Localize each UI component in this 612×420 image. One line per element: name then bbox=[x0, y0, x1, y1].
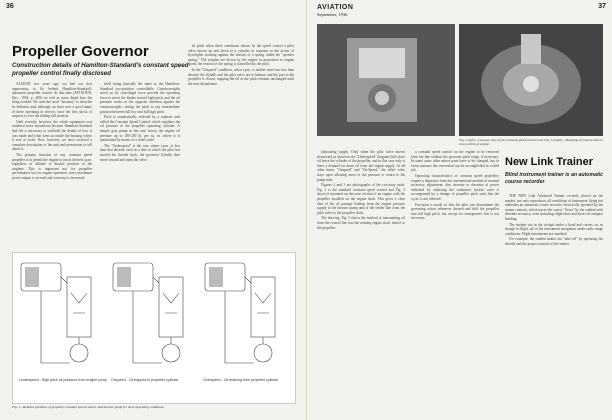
left-page-number: 36 bbox=[6, 3, 14, 10]
right-page bbox=[306, 0, 612, 420]
right-page-number: 37 bbox=[598, 3, 606, 10]
photo-caption: Fig. 2 (left)—Cutaway view of the constant speed control unit. Fig. 3 (right)—Mounting of control unit on nose section of engine. bbox=[459, 138, 603, 147]
diagram-label-onspeed: Onspeed - Oil trapped in propeller cylinder bbox=[111, 378, 179, 382]
paragraph: Provision is made so that the pilot can discontinue the governing action whenever desired and shift the propeller into full high pitch, but except for emergencies this is not necessary. bbox=[411, 202, 499, 221]
section-deck: Blind instrument trainer is an automatic course recorder bbox=[505, 172, 604, 185]
paragraph: For example, the student makes his "take-off" by operating the throttle and the proper controls of the trainer. bbox=[505, 237, 603, 246]
paragraph: a constant speed control on the engine to be removed from the line without the governor pitch range, if necessary. In some cases other minor parts have to be changed, but in every instance the conversion can be accomplished as a field job. bbox=[411, 150, 499, 173]
paragraph: Figures 2 and 3 are photographs of the cut-away units. Fig. 2 is the standard constant speed control and Fig. 3 shows it mounted on the nose section of an engine with the propeller installed on the engine shaft. This gives a clear idea of the oil passage leading from the engine pressure supply to the booster pump and of the feeder line from the pilot valve to the propeller shaft. bbox=[317, 183, 405, 215]
magazine-brand: AVIATION bbox=[317, 4, 354, 11]
paragraph: In the "Onspeed" condition, when r.p.m. is neither more nor less than desired, the flyballs and the pilot valve are in balance and the port to the propeller is closed, trapping the oil so the pitch remains unchanged until the next disturbance. bbox=[188, 67, 294, 86]
article-deck: Construction details of Hamilton-Standard's constant speed propeller control finally disclosed bbox=[12, 62, 189, 77]
right-column-1 bbox=[317, 150, 405, 412]
engine-mount-photo bbox=[459, 24, 603, 136]
diagram-label-underspeed: Underspeed - High pitch oil pressure from engine pump bbox=[19, 378, 108, 382]
left-column-3 bbox=[188, 44, 294, 246]
section-title: New Link Trainer bbox=[505, 156, 594, 168]
paragraph: itself being basically the same as the Hamilton-Standard two-position controllable. Counterweights acted on by centrifugal force provide the operating force to move the blades toward high pitch, and the oil pressure works in the opposite direction against the counterweights, setting the pitch to any intermediate position between full low and full high pitch. bbox=[100, 82, 180, 114]
engine-mount-photo-art bbox=[459, 24, 603, 136]
paragraph: ALMOST two years ago, we had our first opportunity to fly behind Hamilton-Standard's automatic propeller control. At that time (AVIATION, Dec., 1934, p. 400) we told in some detail how the thing worked. We used the word "uncanny" to describe its behavior and, although we have now a good many of these operating in service, once the first shock of surprise is over the feeling still persists. bbox=[12, 82, 92, 119]
paragraph: THE NEW Link Advanced Trainer, recently placed on the market, not only reproduces all conditions of instrument flying but embodies an automatic course recorder, electrically operated by the trainer controls, which traces the course "flown" by the student with absolute accuracy, even including slight turns and errors in compass heading. bbox=[505, 194, 603, 221]
cutaway-photo bbox=[317, 24, 455, 136]
article-title: Propeller Governor bbox=[12, 43, 149, 60]
paragraph: be pitch when these conditions obtain. In the speed control a pilot valve moves up and down in a cylinder in response to the action of flyweights working against the tension of a spring called the "speeder spring." The weights are driven by the engine in proportion to engine speed, the tension of the spring is controlled by the pilot. bbox=[188, 44, 294, 67]
right-column-2 bbox=[411, 150, 499, 412]
paragraph: The primary function of any constant speed propeller is to permit the engine to run at desired r.p.m. regardless of altitude or throttle position of the airplane. This is important not for propeller performance but for engine operation, since maximum power output is secured and economy is increased. bbox=[12, 152, 92, 180]
issue-date: September, 1936 bbox=[317, 12, 348, 17]
left-column-1 bbox=[12, 82, 92, 246]
paragraph: Pitch is automatically selected by a separate unit called the Constant Speed Control which regulates the oil pressure in the propeller operating cylinder. A simple gear pump in this unit boosts the engine oil pressure up to 180-200 lb. per sq. in. where it is maintained by means of a relief valve. bbox=[100, 115, 180, 143]
left-column-2 bbox=[100, 82, 180, 246]
paragraph: Until recently, however, the whole equipment was rendered more mysterious because Hamilton-Standard had felt it necessary to withhold the details of how it was made and what went on inside the housing where it was at work. Now, however, we have received a complete description of the unit and permission to tell about it. bbox=[12, 119, 92, 152]
paragraph: The "Underspeed" is the case where r.p.m. is less than that desired, such as a dive in which the pilot has moved the throttle back; the governor flyballs then move inward and open the valve. bbox=[100, 143, 180, 162]
right-column-3 bbox=[505, 194, 603, 412]
paragraph: Operating characteristics of constant speed propellers require a departure from the conventional method of manual accessory adjustment. Any increase or decrease of power indicated by adjusting the carburetor fuel/air ratio is accompanied by a change of propeller pitch such that the r.p.m. is not affected. bbox=[411, 173, 499, 201]
figure-1-caption: Fig. 1—Relative positions of propeller, constant speed control, and booster pump for three operating conditions bbox=[12, 405, 164, 409]
diagram-label-overspeed: Overspeed - Oil draining from propeller cylinder bbox=[203, 378, 279, 382]
paragraph: The student sits in the cockpit under a hood and carries on, as though in flight, all of the instrument navigation under radio range conditions. Flight instruments are standard. bbox=[505, 222, 603, 236]
paragraph: The drawing, Fig. 5 shows the method of transmitting oil from the control line into the rotating engine shaft, thence to the propeller. bbox=[317, 216, 405, 230]
cutaway-photo-art bbox=[317, 24, 455, 136]
paragraph: lubricating supply. Only when the pilot valve moves downward as shown in the "Underspeed" diagram (left) does oil leave the cylinder of the propeller, and in this case only is there a demand for more oil from the engine supply. At all other times, "Onspeed" and "On-Speed," the relief valve stays open allowing most of the pressure to return to the pump inlet. bbox=[317, 150, 405, 182]
governor-diagram bbox=[12, 252, 296, 404]
diagram-svg bbox=[13, 253, 295, 403]
